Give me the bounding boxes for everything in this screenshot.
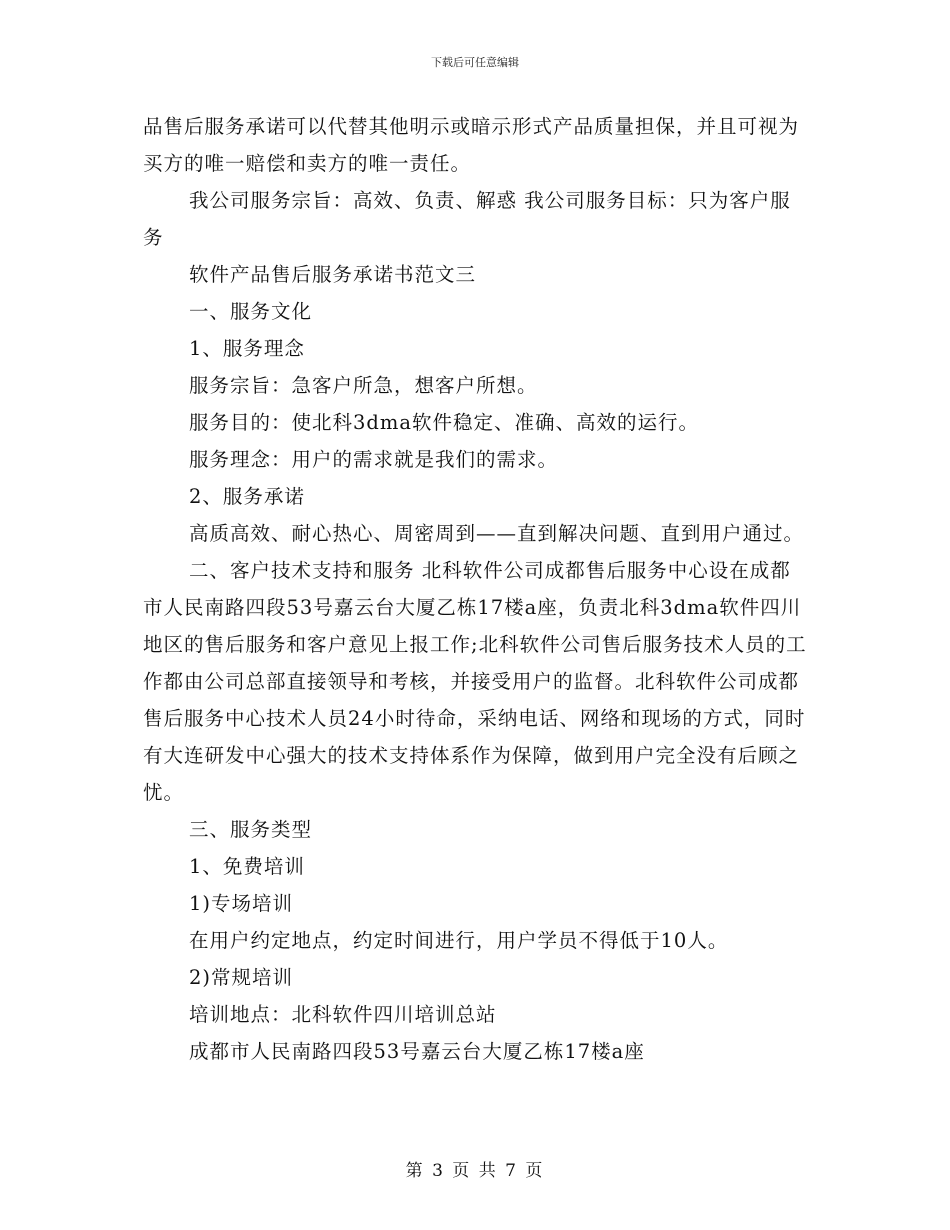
page-header: 下载后可任意编辑	[431, 56, 519, 69]
paragraph: 高质高效、耐心热心、周密周到——直到解决问题、直到用户通过。	[189, 522, 805, 545]
heading: 2)常规培训	[189, 966, 294, 989]
heading: 1、服务理念	[189, 337, 305, 360]
heading: 三、服务类型	[189, 818, 313, 841]
paragraph: 品售后服务承诺可以代替其他明示或暗示形式产品质量担保，并且可视为买方的唯一赔偿和卖方的唯一责任。	[143, 115, 800, 175]
heading: 2、服务承诺	[189, 485, 305, 508]
paragraph: 成都市人民南路四段53号嘉云台大厦乙栋17楼a座	[189, 1040, 645, 1063]
paragraph: 培训地点：北科软件四川培训总站	[189, 1003, 497, 1026]
page-number-footer: 第 3 页 共 7 页	[405, 1161, 545, 1181]
heading: 一、服务文化	[189, 300, 313, 323]
paragraph: 服务目的：使北科3dma软件稳定、准确、高效的运行。	[189, 411, 700, 434]
heading: 1、免费培训	[189, 855, 305, 878]
paragraph: 服务理念：用户的需求就是我们的需求。	[189, 448, 559, 471]
section-title: 软件产品售后服务承诺书范文三	[189, 263, 477, 286]
paragraph: 在用户约定地点，约定时间进行，用户学员不得低于10人。	[189, 929, 729, 952]
document-body	[143, 108, 808, 1070]
heading: 1)专场培训	[189, 892, 294, 915]
paragraph: 二、客户技术支持和服务 北科软件公司成都售后服务中心设在成都市人民南路四段53号嘉云台大厦乙栋17楼a座，负责北科3dma软件四川地区的售后服务和客户意见上报工作;北科软件公司售后服务技术人员的工作都由公司总部直接领导和考核，并接受用户的监督。北科软件公司成都售后服务中心技术人员24小时待命，采纳电话、网络和现场的方式，同时有大连研发中心强大的技术支持体系作为保障，做到用户完全没有后顾之忧。	[143, 559, 807, 804]
paragraph: 我公司服务宗旨：高效、负责、解惑 我公司服务目标：只为客户服务	[143, 189, 791, 249]
paragraph: 服务宗旨：急客户所急，想客户所想。	[189, 374, 538, 397]
